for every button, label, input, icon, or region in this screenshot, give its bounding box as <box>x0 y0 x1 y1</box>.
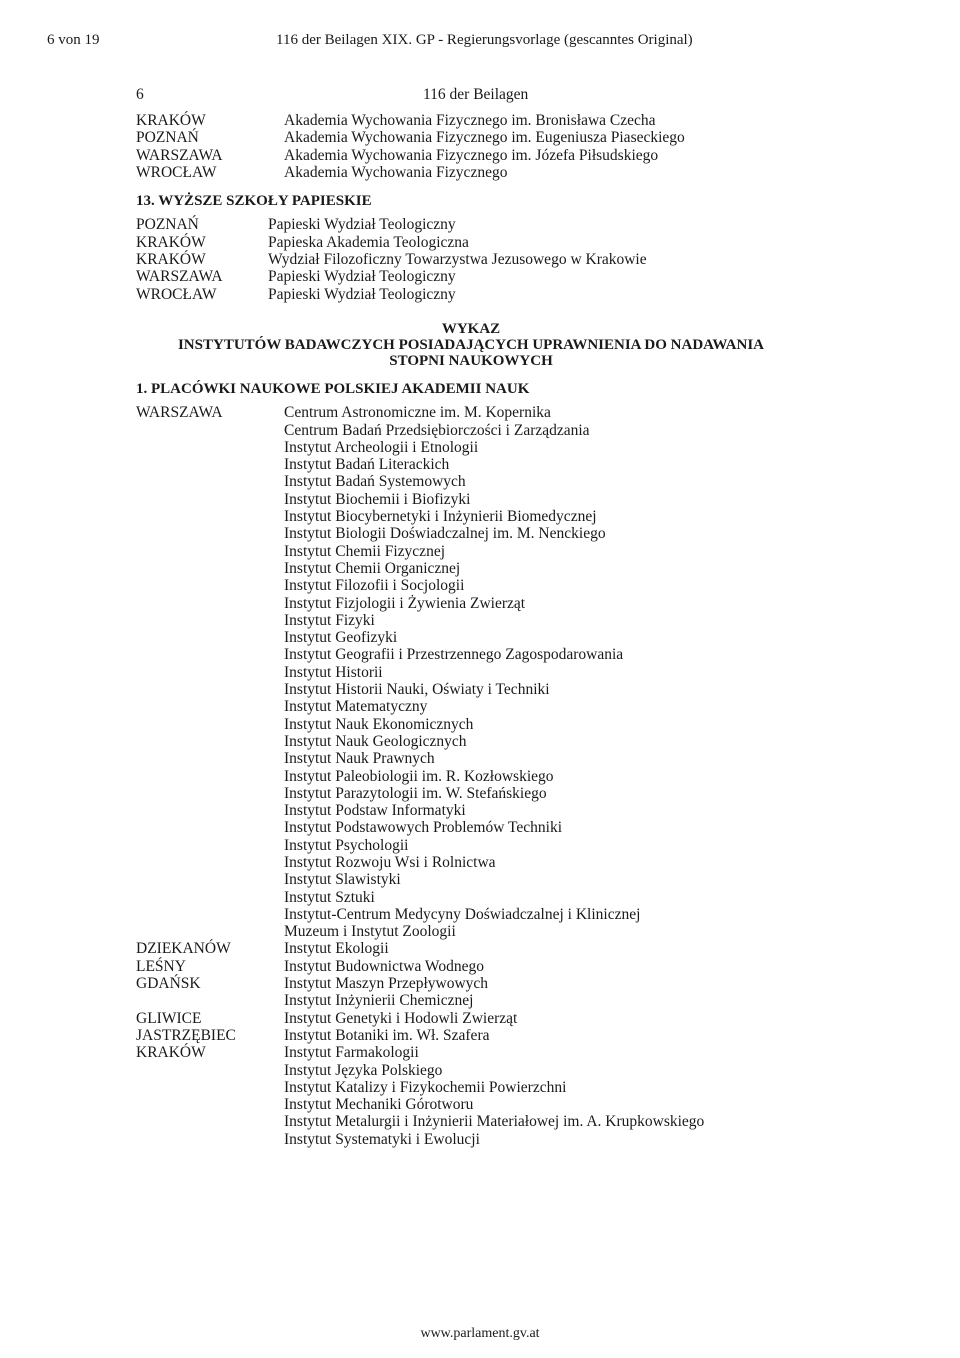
document-page-number: 6 <box>136 86 144 103</box>
city-name: WARSZAWA <box>136 146 223 164</box>
institution-name: Instytut Geofizyki <box>284 629 398 647</box>
institution-name: Instytut Fizjologii i Żywienia Zwierząt <box>284 594 526 612</box>
list-item <box>136 129 836 146</box>
institution-name: Instytut Matematyczny <box>284 698 428 716</box>
city-name: GLIWICE <box>136 1009 202 1027</box>
institution-name: Instytut Biologii Doświadczalnej im. M. Nenckiego <box>284 525 606 543</box>
document-running-title: 116 der Beilagen <box>423 86 529 103</box>
institution-name: Akademia Wychowania Fizycznego <box>284 163 508 181</box>
institution-name: Papieski Wydział Teologiczny <box>268 268 456 286</box>
city-name: WARSZAWA <box>136 268 223 286</box>
other-institution-list <box>284 940 836 1148</box>
institution-name: Akademia Wychowania Fizycznego im. Eugeniusza Piaseckiego <box>284 129 685 147</box>
institution-name: Instytut Parazytologii im. W. Stefańskiego <box>284 784 547 802</box>
institution-name: Instytut Podstawowych Problemów Techniki <box>284 819 563 837</box>
list-item <box>136 112 836 129</box>
document-title: 116 der Beilagen XIX. GP - Regierungsvorlage (gescanntes Original) <box>276 32 693 48</box>
institution-name: Instytut Chemii Fizycznej <box>284 542 446 560</box>
institution-name: Instytut Nauk Ekonomicznych <box>284 715 474 733</box>
city-name: JASTRZĘBIEC <box>136 1026 236 1044</box>
institution-name: Instytut Biocybernetyki i Inżynierii Biomedycznej <box>284 508 597 526</box>
page-counter: 6 von 19 <box>47 32 100 48</box>
list-item <box>136 234 836 251</box>
city-name: KRAKÓW <box>136 112 206 129</box>
print-header <box>47 32 920 52</box>
list-item <box>136 286 836 303</box>
institution-name: Instytut Nauk Geologicznych <box>284 732 467 750</box>
city-name: KRAKÓW <box>136 251 206 269</box>
institution-name: Instytut Geografii i Przestrzennego Zagospodarowania <box>284 646 624 664</box>
list-item <box>136 251 836 268</box>
list-item <box>136 164 836 181</box>
institution-name: Instytut Historii Nauki, Oświaty i Techniki <box>284 681 550 699</box>
institution-name: Instytut Rozwoju Wsi i Rolnictwa <box>284 853 496 871</box>
warszawa-group <box>136 404 836 940</box>
footer-url: www.parlament.gv.at <box>420 1326 540 1341</box>
other-city-list <box>136 940 284 1148</box>
institution-name: Akademia Wychowania Fizycznego im. Bronisława Czecha <box>284 112 656 129</box>
institution-name: Instytut Biochemii i Biofizyki <box>284 490 471 508</box>
institution-name: Papieska Akademia Teologiczna <box>268 233 469 251</box>
city-name: WROCŁAW <box>136 163 217 181</box>
institution-name: Instytut Slawistyki <box>284 871 401 889</box>
list-item <box>136 216 836 233</box>
institution-name: Instytut Maszyn Przepływowych <box>284 975 489 993</box>
document-running-head <box>136 86 836 112</box>
institution-name: Instytut Archeologii i Etnologii <box>284 438 479 456</box>
institution-name: Instytut Psychologii <box>284 836 409 854</box>
institution-name: Instytut Historii <box>284 663 383 681</box>
institution-name: Instytut Chemii Organicznej <box>284 559 461 577</box>
institution-name: Centrum Badań Przedsiębiorczości i Zarządzania <box>284 421 590 439</box>
wykaz-line: WYKAZ <box>441 320 501 337</box>
institution-name: Instytut Ekologii <box>284 940 389 958</box>
wykaz-line: INSTYTUTÓW BADAWCZYCH POSIADAJĄCYCH UPRAWNIENIA DO NADAWANIA <box>177 336 765 353</box>
group-city: WARSZAWA <box>136 404 223 422</box>
institution-name: Instytut Sztuki <box>284 888 375 906</box>
institution-name: Instytut Botaniki im. Wł. Szafera <box>284 1026 490 1044</box>
institution-name: Instytut Badań Literackich <box>284 456 450 474</box>
institution-name: Centrum Astronomiczne im. M. Kopernika <box>284 404 551 422</box>
institution-name: Instytut Paleobiologii im. R. Kozłowskiego <box>284 767 554 785</box>
institution-name: Instytut Genetyki i Hodowli Zwierząt <box>284 1009 518 1027</box>
institution-name: Papieski Wydział Teologiczny <box>268 285 456 303</box>
institution-name: Muzeum i Instytut Zoologii <box>284 923 456 941</box>
list-item <box>136 147 836 164</box>
wykaz-line: STOPNI NAUKOWYCH <box>389 352 553 369</box>
city-name: GDAŃSK <box>136 975 201 993</box>
institution-name: Instytut Języka Polskiego <box>284 1061 443 1079</box>
institution-name: Instytut Farmakologii <box>284 1044 419 1062</box>
city-name: POZNAŃ <box>136 129 199 147</box>
city-name: POZNAŃ <box>136 216 199 234</box>
institution-name: Papieski Wydział Teologiczny <box>268 216 456 234</box>
institution-name: Instytut Mechaniki Górotworu <box>284 1096 474 1114</box>
institution-name: Instytut Nauk Prawnych <box>284 750 435 768</box>
scanned-document <box>136 86 836 1148</box>
institution-name: Instytut Podstaw Informatyki <box>284 802 466 820</box>
institution-name: Instytut Katalizy i Fizykochemii Powierzchni <box>284 1078 567 1096</box>
warszawa-institution-list <box>284 404 836 940</box>
wykaz-title <box>106 321 836 369</box>
institution-name: Instytut Fizyki <box>284 611 375 629</box>
city-name <box>136 992 284 1009</box>
city-name: WROCŁAW <box>136 285 217 303</box>
section-1-heading: 1. PLACÓWKI NAUKOWE POLSKIEJ AKADEMII NAUK <box>136 380 530 397</box>
city-name: DZIEKANÓW <box>136 940 231 958</box>
institution-name: Instytut-Centrum Medycyny Doświadczalnej i Klinicznej <box>284 905 641 923</box>
institution-name: Instytut Budownictwa Wodnego <box>284 957 484 975</box>
institution-name: Instytut Filozofii i Socjologii <box>284 577 465 595</box>
city-name: LEŚNY <box>136 957 186 975</box>
institution-name: Instytut Systematyki i Ewolucji <box>284 1130 480 1148</box>
city-name: KRAKÓW <box>136 1044 206 1062</box>
other-cities-group <box>136 940 836 1148</box>
list-item <box>136 268 836 285</box>
institution-name: Instytut Inżynierii Chemicznej <box>284 992 474 1010</box>
section-13-heading: 13. WYŻSZE SZKOŁY PAPIESKIE <box>136 193 372 210</box>
institution-name: Akademia Wychowania Fizycznego im. Józefa Piłsudskiego <box>284 146 659 164</box>
city-name: KRAKÓW <box>136 233 206 251</box>
top-institution-list <box>136 112 836 181</box>
section-13-list <box>136 216 836 302</box>
institution-name: Instytut Metalurgii i Inżynierii Materiałowej im. A. Krupkowskiego <box>284 1113 705 1131</box>
institution-name: Instytut Badań Systemowych <box>284 473 466 491</box>
institution-name: Wydział Filozoficzny Towarzystwa Jezusowego w Krakowie <box>268 251 647 269</box>
